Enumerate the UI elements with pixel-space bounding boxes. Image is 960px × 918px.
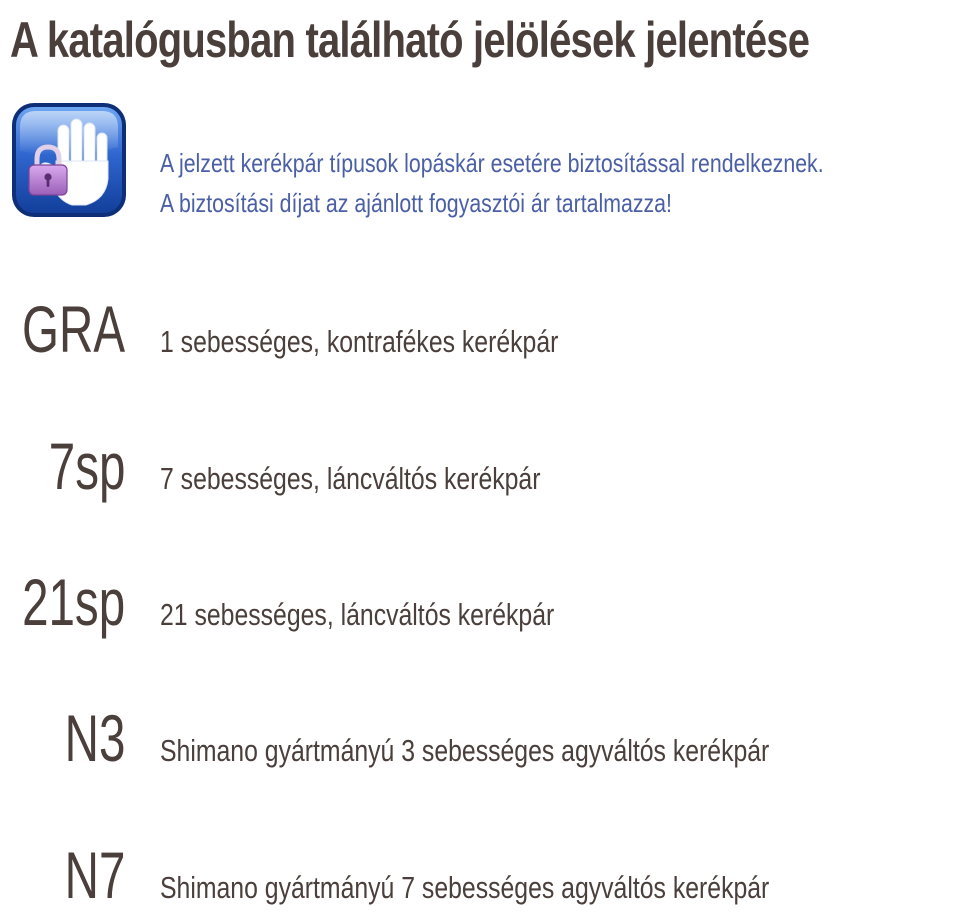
legend-description: 7 sebességes, láncváltós kerékpár — [160, 461, 541, 496]
legend-description: 21 sebességes, láncváltós kerékpár — [160, 597, 555, 632]
legend-row-n7 — [0, 836, 960, 916]
legend-row-n3 — [0, 699, 960, 779]
insurance-line: A biztosítási díjat az ajánlott fogyasztói ár tartalmazza! — [160, 188, 672, 218]
legend-row-21sp — [0, 563, 960, 643]
insurance-notice — [160, 143, 940, 223]
page-title: A katalógusban található jelölések jelentése — [10, 12, 810, 68]
legend-code: 7sp — [48, 429, 125, 503]
hand-with-padlock-icon — [10, 101, 128, 219]
legend-code: N7 — [64, 838, 125, 912]
insurance-icon — [10, 101, 128, 219]
legend-row-7sp — [0, 427, 960, 507]
legend-code: 21sp — [21, 565, 125, 639]
legend-row-gra — [0, 290, 960, 370]
insurance-line: A jelzett kerékpár típusok lopáskár esetére biztosítással rendelkeznek. — [160, 148, 824, 178]
legend-description: 1 sebességes, kontrafékes kerékpár — [160, 324, 559, 359]
legend-code: GRA — [22, 292, 125, 366]
legend-description: Shimano gyártmányú 3 sebességes agyváltós kerékpár — [160, 733, 770, 768]
legend-code: N3 — [64, 701, 125, 775]
legend-description: Shimano gyártmányú 7 sebességes agyváltós kerékpár — [160, 870, 770, 905]
